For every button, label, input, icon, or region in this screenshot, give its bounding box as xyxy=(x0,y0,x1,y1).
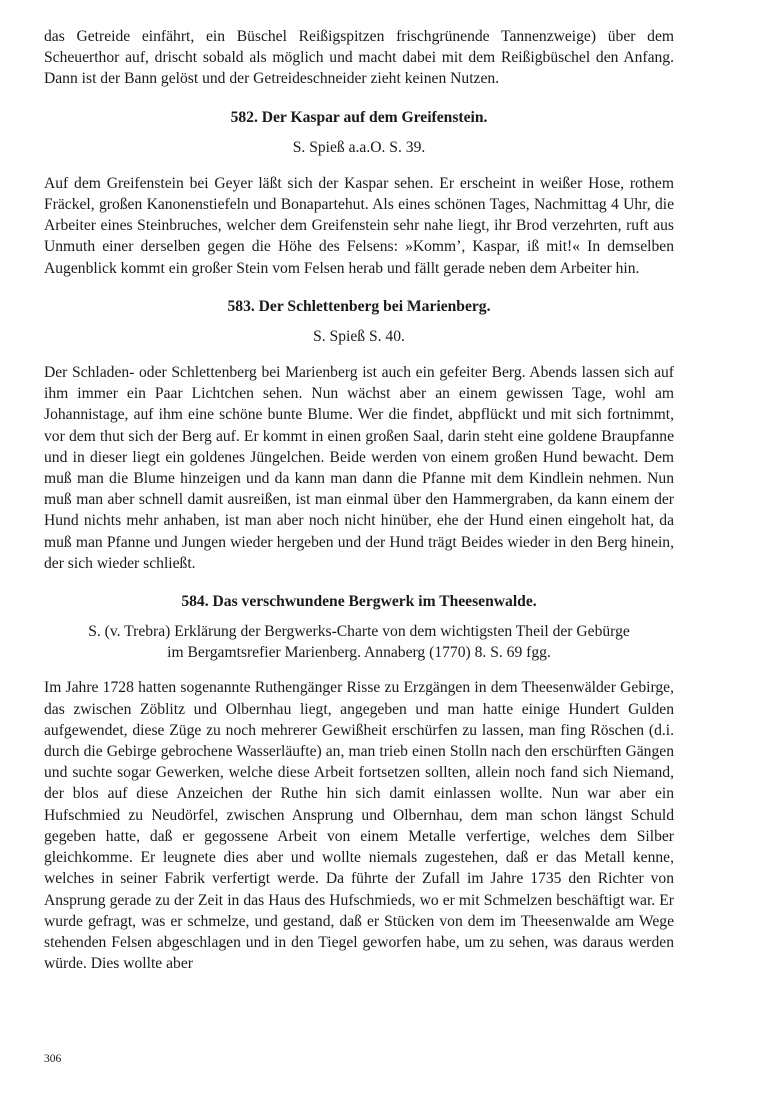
section-584-title: 584. Das verschwundene Bergwerk im Theesenwalde. xyxy=(181,593,537,611)
section-583-source: S. Spieß S. 40. xyxy=(313,327,405,345)
section-583-title: 583. Der Schlettenberg bei Marienberg. xyxy=(227,297,491,315)
section-582-body: Auf dem Greifenstein bei Geyer läßt sich der Kaspar sehen. Er erscheint in weißer Hose, rothem Fräckel, großen Kanonenstiefeln und Bonapartehut. Als eines schönen Tages, Nachmittag 4 Uhr, die Arbeiter eines Steinbruches, welcher dem Greifenstein sehr nahe liegt, ihr Brod verzehrten, ruft aus Unmuth einer derselben gegen die Höhe des Felsens: »Komm’, Kaspar, iß mit!« In demselben Augenblick kommt ein großer Stein vom Felsen herab und fällt gerade neben dem Arbeiter hin. xyxy=(44,174,674,277)
section-582-source: S. Spieß a.a.O. S. 39. xyxy=(292,138,426,156)
page-number: 306 xyxy=(44,1053,62,1065)
intro-paragraph: das Getreide einfährt, ein Büschel Reißigspitzen frischgrünende Tannenzweige) über dem Scheuerthor auf, drischt sobald als möglich und macht dabei mit dem Reißigbüschel den Anfang. Dann ist der Bann gelöst und der Getreideschneider zieht keinen Nutzen. xyxy=(44,28,674,88)
section-582-title: 582. Der Kaspar auf dem Greifenstein. xyxy=(230,108,488,126)
section-584-body: Im Jahre 1728 hatten sogenannte Ruthengänger Risse zu Erzgängen in dem Theesenwälder Gebirge, das zwischen Zöblitz und Olbernhau liegt, angegeben und man hatte einige Hundert Gulden aufgewendet, diese Züge zu noch mehrerer Gewißheit erschürfen zu lassen, man fing Röschen (d.i. durch die Gebirge gebrochene Wasserläufte) an, man trieb einen Stolln nach den erschürften Gängen und suchte sogar Gewerken, welche diese Arbeit fortsetzen sollten, allein noch fand sich Niemand, der blos auf diese Anzeichen der Ruthe hin sich damit einlassen wollte. Nun war aber ein Hufschmied zu Neudörfel, zwischen Ansprung und Olbernhau, dem man schon längst Schuld gegeben hatte, daß er gegossene Arbeit von einem Metalle verfertige, welches dem Silber gleichkomme. Er leugnete dies aber und wollte niemals zugestehen, daß er das Metall kenne, welches in seiner Fabrik verfertigt werde. Da führte der Zufall im Jahre 1735 den Richter von Ansprung gerade zu der Zeit in das Haus des Hufschmieds, wo er mit Schmelzen beschäftigt war. Er wurde gefragt, was er schmelze, und gestand, daß er Stücken von dem im Theesenwalde am Wege stehenden Felsen abgeschlagen und in den Tiegel geworfen habe, um zu sehen, was daraus werden würde. Dies wollte aber xyxy=(44,679,674,973)
section-583-body: Der Schladen- oder Schlettenberg bei Marienberg ist auch ein gefeiter Berg. Abends lassen sich auf ihm immer ein Paar Lichtchen sehen. Nun wächst aber an einem gewissen Tage, wohl am Johannistage, auf ihm eine schöne bunte Blume. Wer die findet, abpflückt und mit sich fortnimmt, vor dem thut sich der Berg auf. Er kommt in einen großen Saal, darin steht eine goldene Braupfanne und in dieser liegt ein goldenes Jüngelchen. Beide werden von einem großen Hund bewacht. Dem muß man die Blume hinzeigen und da kann man dann die Pfanne mit dem Kindlein nehmen. Nun muß man aber schnell damit ausreißen, ist man einmal über den Hammergraben, da kann einem der Hund nichts mehr anhaben, ist man aber noch nicht hinüber, ehe der Hund einen eingeholt hat, da muß man Pfanne und Jungen wieder hergeben und der Hund trägt Beides wieder in den Berg hinein, der sich wieder schließt. xyxy=(44,364,674,572)
section-584-source-line-1: S. (v. Trebra) Erklärung der Bergwerks-Charte von dem wichtigsten Theil der Gebürge xyxy=(88,623,630,641)
section-584-source-line-2: im Bergamtsrefier Marienberg. Annaberg (1770) 8. S. 69 fgg. xyxy=(167,644,551,662)
book-page xyxy=(44,26,674,974)
